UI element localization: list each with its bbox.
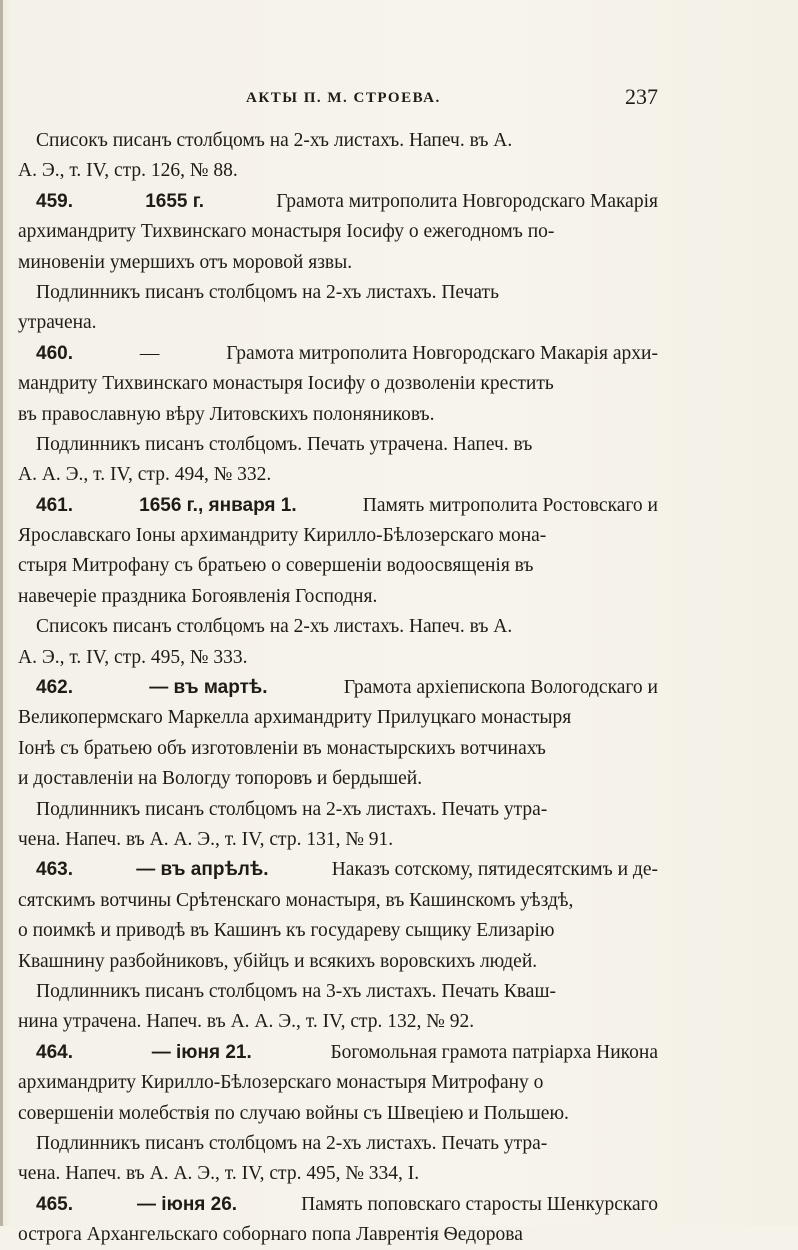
entry-number: 459.: [36, 190, 73, 212]
entry-first-line: [18, 187, 658, 217]
entry-number: 463.: [36, 859, 73, 881]
entry-title-line: Грамота митрополита Новгородскаго Макарія: [276, 190, 658, 212]
entry-number: 462.: [36, 677, 73, 699]
entry-date: —: [139, 342, 160, 364]
source-note-line: Подлинникъ писанъ столбцомъ на 2-хъ листахъ. Печать утра-: [36, 1132, 548, 1154]
entry-first-line: [18, 855, 658, 885]
entry-title-line: Квашнину разбойниковъ, убійцъ и всякихъ воровскихъ людей.: [18, 950, 538, 972]
page-gutter: [0, 0, 3, 1226]
entry-date: — іюня 21.: [151, 1041, 252, 1063]
entry-462: [18, 673, 658, 855]
source-note-line: чена. Напеч. въ А. А. Э., т. IV, стр. 495, № 334, I.: [18, 1163, 420, 1185]
source-note-line: А. Э., т. IV, стр. 126, № 88.: [18, 160, 238, 182]
entry-461: [18, 491, 658, 673]
entry-title-line: и доставленіи на Вологду топоровъ и бердышей.: [18, 768, 423, 790]
entry-number: 461.: [36, 494, 73, 516]
entry-title-line: острога Архангельскаго соборнаго попа Лаврентія Ѳедорова: [18, 1224, 523, 1246]
entry-title-line: въ православную вѣру Литовскихъ полоняниковъ.: [18, 403, 435, 425]
running-head: АКТЫ П. М. СТРОЕВА.: [246, 90, 441, 106]
entry-title-line: Богомольная грамота патріарха Никона: [330, 1041, 658, 1063]
entry-title-line: навечеріе праздника Богоявленія Господня.: [18, 585, 378, 607]
entry-463: [18, 855, 658, 1037]
entry-title-line: Грамота архіепископа Вологодскаго и: [343, 677, 658, 699]
entry-date: — іюня 26.: [137, 1193, 238, 1215]
entry-continuation: [18, 126, 658, 187]
entry-title-line: Великопермскаго Маркелла архимандриту Прилуцкаго монастыря: [18, 707, 572, 729]
entry-title-line: стыря Митрофану съ братьею о совершеніи водоосвященія въ: [18, 555, 534, 577]
entry-title-line: мандриту Тихвинскаго монастыря Іосифу о дозволеніи крестить: [18, 373, 554, 395]
entry-title-line: миновеніи умершихъ отъ моровой язвы.: [18, 251, 353, 273]
entry-title-line: сятскимъ вотчины Срѣтенскаго монастыря, въ Кашинскомъ уѣздѣ,: [18, 889, 574, 911]
source-note-line: Подлинникъ писанъ столбцомъ на 2-хъ листахъ. Печать: [36, 281, 499, 303]
page-number: 237: [625, 84, 658, 109]
source-note-line: Списокъ писанъ столбцомъ на 2-хъ листахъ. Напеч. въ А.: [36, 130, 513, 151]
source-note-line: А. А. Э., т. IV, стр. 494, № 332.: [18, 464, 272, 486]
entry-title-line: о поимкѣ и приводѣ въ Кашинъ къ государеву сыщику Елизарію: [18, 920, 555, 942]
page-header: [246, 84, 658, 118]
entry-date: 1655 г.: [145, 190, 205, 212]
entry-date: 1656 г., января 1.: [139, 494, 297, 516]
entry-title-line: Ярославскаго Іоны архимандриту Кирилло-Бѣлозерскаго мона-: [18, 525, 547, 547]
entry-date: — въ мартѣ.: [149, 677, 268, 699]
source-note-line: чена. Напеч. въ А. А. Э., т. IV, стр. 131, № 91.: [18, 828, 394, 850]
source-note-line: Подлинникъ писанъ столбцомъ на 2-хъ листахъ. Печать утра-: [36, 798, 548, 820]
entry-465: [18, 1190, 658, 1250]
source-note-line: нина утрачена. Напеч. въ А. А. Э., т. IV, стр. 132, № 92.: [18, 1011, 475, 1033]
source-note-line: Подлинникъ писанъ столбцомъ. Печать утрачена. Напеч. въ: [36, 433, 533, 455]
entry-first-line: [18, 673, 658, 703]
source-note-line: Списокъ писанъ столбцомъ на 2-хъ листахъ. Напеч. въ А.: [36, 616, 513, 638]
entry-title-line: совершеніи молебствія по случаю войны съ Швеціею и Польшею.: [18, 1102, 569, 1124]
entry-title-line: Грамота митрополита Новгородскаго Макарія архи-: [226, 342, 658, 364]
entry-464: [18, 1038, 658, 1190]
entry-number: 460.: [36, 342, 73, 364]
entry-first-line: [18, 1038, 658, 1068]
entry-number: 465.: [36, 1193, 73, 1215]
source-note-line: утрачена.: [18, 312, 97, 334]
page-body: [18, 126, 658, 1246]
entry-title-line: архимандриту Тихвинскаго монастыря Іосифу о ежегодномъ по-: [18, 221, 555, 243]
entry-first-line: [18, 339, 658, 369]
entry-459: [18, 187, 658, 339]
entry-460: [18, 339, 658, 491]
source-note-line: Подлинникъ писанъ столбцомъ на 3-хъ листахъ. Печать Кваш-: [36, 980, 556, 1002]
source-note-line: А. Э., т. IV, стр. 495, № 333.: [18, 646, 248, 668]
entry-title-line: Память поповскаго старосты Шенкурскаго: [301, 1193, 658, 1215]
entry-number: 464.: [36, 1041, 73, 1063]
entry-title-line: Наказъ сотскому, пятидесятскимъ и де-: [331, 859, 658, 881]
entry-title-line: Память митрополита Ростовскаго и: [362, 494, 658, 516]
entry-first-line: [18, 1190, 658, 1220]
entry-date: — въ апрѣлѣ.: [136, 859, 269, 881]
entry-title-line: Іонѣ съ братьею объ изготовленіи въ монастырскихъ вотчинахъ: [18, 737, 546, 759]
entry-first-line: [18, 491, 658, 521]
entry-title-line: архимандриту Кирилло-Бѣлозерскаго монастыря Митрофану о: [18, 1072, 544, 1094]
